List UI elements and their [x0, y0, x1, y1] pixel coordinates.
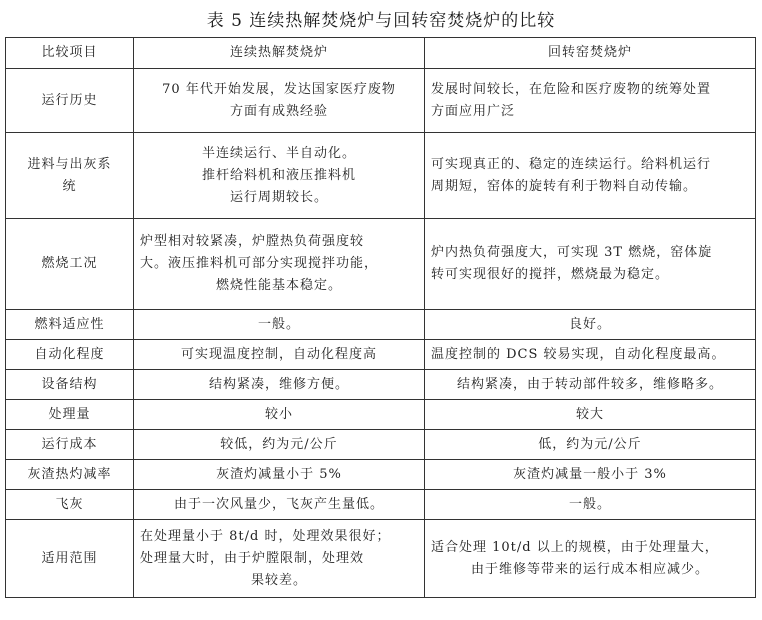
table-row — [6, 430, 756, 460]
row-label: 设备结构 — [6, 370, 134, 400]
cell-rotary: 灰渣灼减量一般小于 3% — [425, 460, 756, 490]
row-label: 自动化程度 — [6, 340, 134, 370]
cell-continuous: 可实现温度控制，自动化程度高 — [134, 340, 425, 370]
row-label: 适用范围 — [6, 520, 134, 598]
cell-continuous — [134, 520, 425, 598]
cell-line: 由于维修等带来的运行成本相应减少。 — [470, 561, 709, 577]
table-row — [6, 69, 756, 133]
cell-continuous — [134, 133, 425, 219]
cell-continuous: 结构紧凑，维修方便。 — [134, 370, 425, 400]
row-label — [6, 133, 134, 219]
row-label: 燃料适应性 — [6, 310, 134, 340]
cell-continuous — [134, 219, 425, 310]
row-label: 飞灰 — [6, 490, 134, 520]
comparison-table — [5, 37, 756, 598]
cell-line: 半连续运行、半自动化。 — [201, 145, 356, 161]
cell-rotary: 一般。 — [425, 490, 756, 520]
row-label: 燃烧工况 — [6, 219, 134, 310]
cell-line: 大。液压推料机可部分实现搅拌功能， — [140, 256, 379, 271]
cell-continuous — [134, 69, 425, 133]
cell-continuous: 较低，约为元/公斤 — [134, 430, 425, 460]
cell-rotary — [425, 520, 756, 598]
cell-line: 炉型相对较紧凑，炉膛热负荷强度较 — [140, 234, 365, 249]
header-rotary-kiln: 回转窑焚烧炉 — [425, 38, 756, 69]
row-label: 运行成本 — [6, 430, 134, 460]
table-row — [6, 310, 756, 340]
table-caption: 表 5 连续热解焚烧炉与回转窑焚烧炉的比较 — [206, 11, 556, 31]
header-item: 比较项目 — [6, 38, 134, 69]
row-label: 灰渣热灼减率 — [6, 460, 134, 490]
cell-line: 适合处理 10t/d 以上的规模，由于处理量大， — [431, 539, 719, 555]
cell-line: 处理量大时，由于炉膛限制，处理效 — [140, 550, 365, 566]
cell-line: 周期短，窑体的旋转有利于物料自动传输。 — [431, 178, 698, 194]
table-row — [6, 219, 756, 310]
cell-line: 推杆给料机和液压推料机 — [201, 167, 356, 183]
cell-line: 在处理量小于 8t/d 时，处理效果很好； — [140, 528, 391, 544]
table-row — [6, 460, 756, 490]
cell-line: 方面有成熟经验 — [229, 103, 328, 119]
header-continuous-pyrolysis: 连续热解焚烧炉 — [134, 38, 425, 69]
cell-rotary: 温度控制的 DCS 较易实现，自动化程度最高。 — [425, 340, 756, 370]
cell-rotary: 结构紧凑，由于转动部件较多，维修略多。 — [425, 370, 756, 400]
table-header-row — [6, 38, 756, 69]
cell-continuous: 灰渣灼减量小于 5% — [134, 460, 425, 490]
cell-line: 炉内热负荷强度大，可实现 3T 燃烧，窑体旋 — [431, 245, 713, 260]
cell-continuous: 一般。 — [134, 310, 425, 340]
table-row — [6, 370, 756, 400]
cell-line: 发展时间较长，在危险和医疗废物的统筹处置 — [431, 81, 712, 97]
table-row — [6, 400, 756, 430]
cell-rotary: 低，约为元/公斤 — [425, 430, 756, 460]
cell-line: 果较差。 — [250, 572, 307, 588]
cell-rotary: 良好。 — [425, 310, 756, 340]
cell-line: 转可实现很好的搅拌，燃烧最为稳定。 — [431, 267, 670, 282]
table-row — [6, 520, 756, 598]
row-label: 运行历史 — [6, 69, 134, 133]
cell-line: 统 — [62, 178, 77, 194]
cell-line: 进料与出灰系 — [27, 156, 112, 172]
cell-line: 70 年代开始发展，发达国家医疗废物 — [162, 81, 396, 97]
cell-line: 方面应用广泛 — [431, 103, 516, 119]
cell-rotary: 较大 — [425, 400, 756, 430]
row-label: 处理量 — [6, 400, 134, 430]
cell-rotary — [425, 69, 756, 133]
cell-line: 可实现真正的、稳定的连续运行。给料机运行 — [431, 156, 712, 172]
cell-line: 燃烧性能基本稳定。 — [215, 278, 342, 293]
cell-rotary — [425, 133, 756, 219]
cell-rotary — [425, 219, 756, 310]
cell-continuous: 较小 — [134, 400, 425, 430]
table-row — [6, 490, 756, 520]
cell-line: 运行周期较长。 — [229, 189, 328, 205]
cell-continuous: 由于一次风量少，飞灰产生量低。 — [134, 490, 425, 520]
table-row — [6, 133, 756, 219]
table-row — [6, 340, 756, 370]
